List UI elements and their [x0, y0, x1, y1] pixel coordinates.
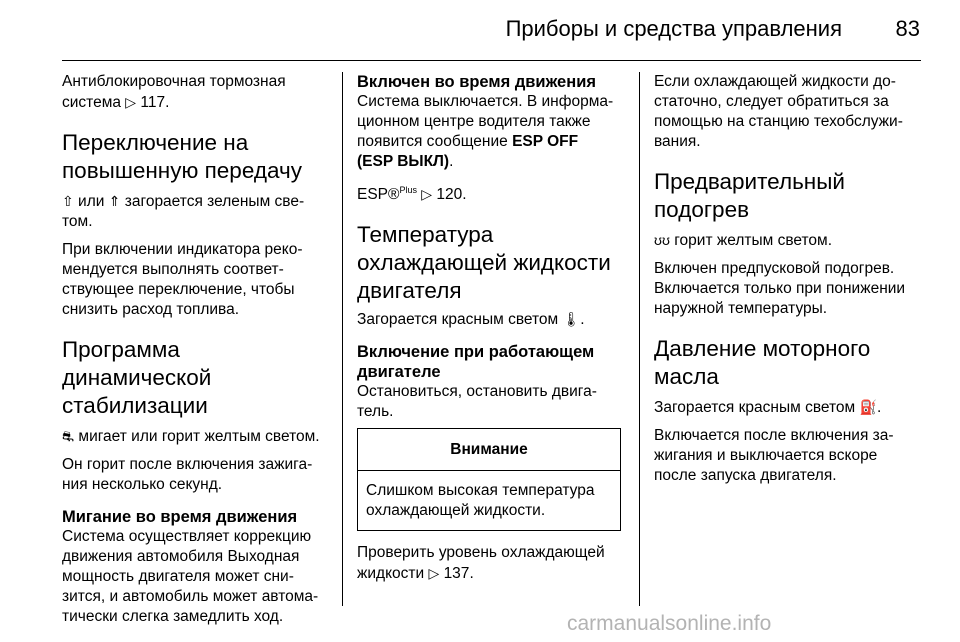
cool-line-4: вания.	[654, 133, 701, 150]
blink-line-4: зится, и автомобиль может автома-	[62, 588, 319, 605]
heading-oil-line-2: масла	[654, 364, 719, 389]
header-rule	[62, 60, 921, 61]
blink-line-5: тически слегка замедлить ход.	[62, 608, 284, 625]
heading-on-while-driving: Включен во время движения	[357, 73, 596, 91]
upshift-or-text: или	[78, 193, 105, 210]
upshift-text-2: том.	[62, 213, 93, 230]
column-divider-1	[342, 72, 343, 606]
preheat-b-line-1: Включен предпусковой подогрев.	[654, 260, 895, 277]
on-driving-line-1: Система выключается. В информа-	[357, 93, 614, 110]
oil-paragraph-b	[654, 426, 922, 486]
running-paragraph	[357, 382, 625, 422]
heading-esp-line-3: стабилизации	[62, 393, 208, 418]
upshift-b-line-1: При включении индикатора реко-	[62, 241, 303, 258]
heading-blink: Мигание во время движения	[62, 508, 298, 526]
column-1	[62, 72, 340, 627]
heading-engine-running	[357, 342, 625, 382]
heading-coolant-temp	[357, 221, 625, 305]
oil-b-line-1: Включается после включения за-	[654, 427, 894, 444]
check-coolant-paragraph: Проверить уровень охлаждающей жидкости ▷ 137.	[357, 544, 605, 583]
heading-esp-line-2: динамической	[62, 365, 212, 390]
on-driving-period: .	[449, 153, 454, 170]
upshift-paragraph-a	[62, 191, 340, 232]
preheat-paragraph-a	[654, 230, 922, 251]
heading-esp-line-1: Программа	[62, 337, 180, 362]
oil-paragraph-a: Загорается красным светом ⛽.	[654, 399, 882, 416]
heading-esp	[62, 336, 340, 420]
warning-line-1: Слишком высокая температура	[366, 482, 595, 500]
upshift-paragraph-b	[62, 240, 340, 320]
cool-line-3: помощью на станцию техобслужи-	[654, 113, 903, 130]
esp-off-message-ru: (ESP ВЫКЛ)	[357, 153, 450, 170]
on-driving-line-2: ционном центре водителя также	[357, 113, 591, 130]
column-divider-2	[639, 72, 640, 606]
column-2	[357, 72, 625, 584]
running-line-1: Остановиться, остановить двига-	[357, 383, 597, 401]
preheat-text-a: горит желтым светом.	[674, 232, 832, 249]
abs-page-ref[interactable]: 117	[140, 94, 166, 111]
esp-text-a: мигает или горит желтым светом.	[78, 428, 320, 445]
blink-line-3: мощность двигателя может сни-	[62, 568, 294, 585]
coolant-text: Загорается красным светом	[357, 311, 559, 329]
warning-body	[358, 471, 620, 530]
heading-coolant-line-1: Температура	[357, 222, 494, 248]
upshift-indicator-icon: ⇧	[62, 193, 74, 209]
abs-text-1: Антиблокировочная тормозная	[62, 73, 286, 90]
upshift-indicator-alt-icon: ⇑	[108, 193, 121, 209]
running-line-2: тель.	[357, 403, 394, 421]
preheat-b-line-3: наружной температуры.	[654, 300, 828, 317]
oil-can-icon: ⛽	[859, 399, 877, 415]
glow-plug-icon: ʊʊ	[654, 232, 670, 248]
check-page-ref[interactable]: 137	[443, 565, 470, 583]
heading-oil-pressure	[654, 335, 922, 391]
cool-line-2: статочно, следует обратиться за	[654, 93, 889, 110]
preheat-b-line-2: Включается только при понижении	[654, 280, 906, 297]
heading-running-line-1: Включение при работающем	[357, 343, 595, 362]
oil-b-line-3: после запуска двигателя.	[654, 467, 837, 484]
esp-paragraph-b	[62, 455, 340, 495]
blink-paragraph	[62, 527, 340, 627]
heading-upshift	[62, 129, 340, 185]
coolant-temperature-icon: 🌡	[562, 311, 581, 328]
watermark: carmanualsonline.info	[567, 612, 772, 635]
esp-plus-text: ESP®	[357, 186, 400, 204]
on-driving-paragraph	[357, 92, 625, 172]
esp-paragraph-a	[62, 426, 340, 447]
heading-coolant-line-3: двигателя	[357, 278, 462, 304]
upshift-b-line-4: снизить расход топлива.	[62, 301, 240, 318]
warning-line-2: охлаждающей жидкости.	[366, 502, 546, 520]
page-ref-arrow-icon: ▷	[428, 565, 440, 582]
heading-preheat	[654, 168, 922, 224]
esp-plus-page-ref[interactable]: 120	[436, 186, 463, 204]
check-line-2: жидкости	[357, 565, 425, 583]
esp-off-message: ESP OFF	[512, 133, 579, 150]
coolant-paragraph: Загорается красным светом 🌡.	[357, 311, 585, 329]
heading-upshift-line-1: Переключение на	[62, 130, 249, 155]
page-number: 83	[895, 16, 920, 41]
heading-running-line-2: двигателе	[357, 363, 441, 382]
heading-oil-line-1: Давление моторного	[654, 336, 871, 361]
esp-plus-superscript: Plus	[399, 185, 417, 195]
heading-preheat-line-2: подогрев	[654, 197, 750, 222]
esp-b-line-2: ния несколько секунд.	[62, 476, 223, 493]
oil-text-a: Загорается красным светом	[654, 399, 856, 416]
warning-title: Внимание	[358, 429, 620, 471]
page-ref-arrow-icon: ▷	[421, 186, 433, 203]
esp-skid-car-icon: ⛐	[62, 428, 75, 444]
cool-line-1: Если охлаждающей жидкости до-	[654, 73, 896, 90]
upshift-text-1: загорается зеленым све-	[124, 193, 305, 210]
header-title: Приборы и средства управления	[505, 16, 842, 41]
oil-b-line-2: жигания и выключается вскоре	[654, 447, 878, 464]
esp-b-line-1: Он горит после включения зажига-	[62, 456, 313, 473]
on-driving-line-3: появится сообщение	[357, 133, 508, 150]
heading-preheat-line-1: Предварительный	[654, 169, 845, 194]
esp-plus-paragraph: ESP®$^{Plus}$ ▷ 120.	[357, 185, 467, 204]
coolant-ok-paragraph	[654, 72, 922, 152]
abs-paragraph: Антиблокировочная тормозная система ▷ 117.	[62, 73, 286, 111]
heading-coolant-line-2: охлаждающей жидкости	[357, 250, 611, 276]
upshift-b-line-2: мендуется выполнять соответ-	[62, 261, 284, 278]
column-3	[654, 72, 922, 486]
page-ref-arrow-icon: ▷	[125, 94, 137, 110]
heading-upshift-line-2: повышенную передачу	[62, 158, 302, 183]
preheat-paragraph-b	[654, 259, 922, 319]
check-line-1: Проверить уровень охлаждающей	[357, 544, 605, 562]
blink-line-2: движения автомобиля Выходная	[62, 548, 300, 565]
abs-text-2: система	[62, 94, 121, 111]
blink-line-1: Система осуществляет коррекцию	[62, 528, 312, 545]
upshift-b-line-3: ствующее переключение, чтобы	[62, 281, 295, 298]
warning-box	[357, 428, 621, 531]
